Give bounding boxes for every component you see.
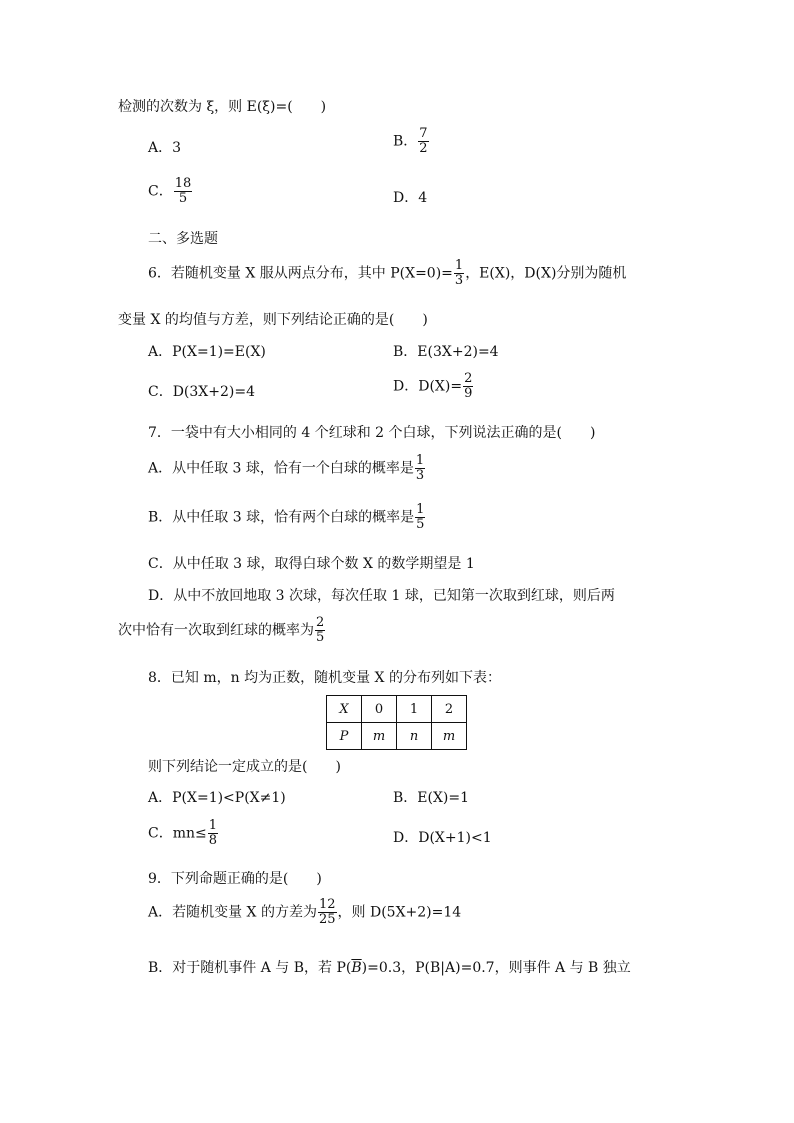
table-cell: 1 — [397, 696, 432, 723]
complement-event: $\overline{B}$ — [351, 960, 362, 976]
q5-option-d: D．4 — [393, 190, 428, 206]
fraction: $\frac{7}{2}$ — [419, 126, 428, 156]
fraction: $\frac{1}{5}$ — [416, 502, 425, 532]
q7-option-c: C．从中任取 3 球，取得白球个数 X 的数学期望是 1 — [148, 556, 475, 572]
table-cell: n — [397, 723, 432, 750]
q7-stem: 7．一袋中有大小相同的 4 个红球和 2 个白球，下列说法正确的是( ) — [148, 425, 596, 441]
q5-option-a: A．3 — [148, 140, 182, 156]
table-cell: m — [432, 723, 467, 750]
table-cell: P — [327, 723, 362, 750]
fraction: $\frac{1}{8}$ — [208, 818, 218, 848]
q6-stem-line1: 6．若随机变量 X 服从两点分布，其中 P(X=0)= $\frac{1}{3}$ ，E(X)，D(X)分别为随机 — [148, 258, 627, 288]
table-cell: m — [362, 723, 397, 750]
fraction: $\frac{1}{3}$ — [454, 258, 464, 288]
q7-option-d-line2: 次中恰有一次取到红球的概率为 $\frac{2}{5}$ — [118, 615, 325, 645]
q6-option-d: D．D(X)= $\frac{2}{9}$ — [393, 371, 473, 401]
q6-option-c: C．D(3X+2)=4 — [148, 384, 256, 400]
q6-stem-line2: 变量 X 的均值与方差，则下列结论正确的是( ) — [118, 312, 428, 328]
fraction: $\frac{2}{9}$ — [464, 371, 473, 401]
fraction: $\frac{18}{5}$ — [174, 176, 192, 206]
q9-option-a: A．若随机变量 X 的方差为 $\frac{12}{25}$ ，则 D(5X+2)=14 — [148, 897, 462, 927]
fraction: $\frac{12}{25}$ — [318, 897, 336, 927]
q7-option-b: B．从中任取 3 球，恰有两个白球的概率是 $\frac{1}{5}$ — [148, 502, 425, 532]
table-cell: X — [327, 696, 362, 723]
q5-stem: 检测的次数为 ξ，则 E(ξ)=( ) — [118, 99, 327, 115]
q8-option-a: A．P(X=1)<P(X≠1) — [148, 790, 286, 806]
q8-after-table: 则下列结论一定成立的是( ) — [148, 759, 341, 775]
q9-option-b: B．对于随机事件 A 与 B，若 $P(\overline{B})=0.3$，P(B|A)=0.7，则事件 A 与 B 独立 — [148, 960, 631, 976]
table-cell: 2 — [432, 696, 467, 723]
q7-option-a: A．从中任取 3 球，恰有一个白球的概率是 $\frac{1}{3}$ — [148, 453, 425, 483]
table-row — [327, 723, 467, 750]
q6-option-b: B．E(3X+2)=4 — [393, 344, 499, 360]
q7-option-d-line1: D．从中不放回地取 3 次球，每次任取 1 球，已知第一次取到红球，则后两 — [148, 588, 615, 604]
q9-stem: 9．下列命题正确的是( ) — [148, 871, 322, 887]
table-row — [327, 696, 467, 723]
q8-stem: 8．已知 m，n 均为正数，随机变量 X 的分布列如下表： — [148, 670, 501, 686]
q8-option-c: C．mn≤ $\frac{1}{8}$ — [148, 818, 218, 848]
fraction: $\frac{1}{3}$ — [415, 453, 425, 483]
q5-option-c: C． $\frac{18}{5}$ — [148, 176, 192, 206]
section-heading: 二、多选题 — [148, 231, 218, 247]
table-cell: 0 — [362, 696, 397, 723]
q8-option-d: D．D(X+1)<1 — [393, 830, 492, 846]
q8-option-b: B．E(X)=1 — [393, 790, 470, 806]
distribution-table — [326, 695, 467, 750]
fraction: $\frac{2}{5}$ — [316, 615, 325, 645]
q6-option-a: A．P(X=1)=E(X) — [148, 344, 266, 360]
q5-option-b: B． $\frac{7}{2}$ — [393, 126, 428, 156]
